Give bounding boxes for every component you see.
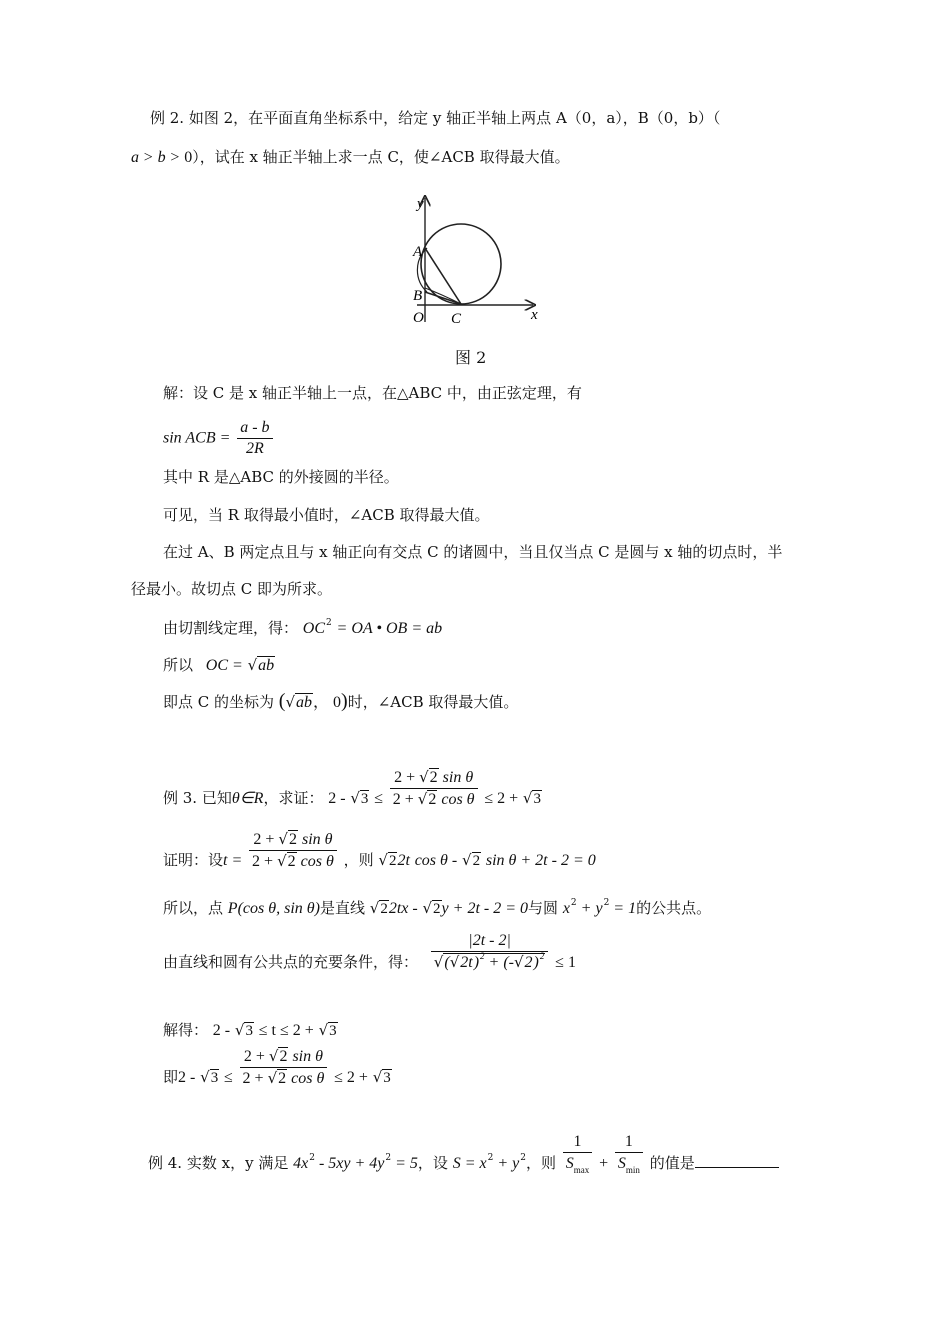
label-b: B: [413, 288, 423, 304]
ex3-point-line: 所以，点 P(cos θ, sin θ)是直线 √22tx - √2y + 2t - 2 = 0与圆 $x^2 + y^2 = 1$的公共点。: [163, 898, 712, 917]
ex3-solve-line: 解得： 2 - √3 ≤ t ≤ 2 + √3: [163, 1021, 337, 1039]
ex3-proof-setup: 证明：设t = $\frac{\text{2 + √2 sin θ}}{\text{2 + √2 cos θ}}$ ，则 √22t cos θ - √2 sin θ + 2t - 2 = 0: [163, 829, 596, 870]
label-y: y: [417, 196, 424, 212]
label-x: x: [531, 307, 538, 323]
ex2-line1: 例 2. 如图 2，在平面直角坐标系中，给定 y 轴正半轴上两点 A（0，a），B（0，b）（: [150, 109, 721, 127]
ex2-circles-line1: 在过 A、B 两定点且与 x 轴正向有交点 C 的诸圆中，当且仅当点 C 是圆与 x 轴的切点时，半: [163, 543, 783, 561]
answer-blank: [695, 1152, 779, 1168]
label-a: A: [413, 244, 423, 260]
ex2-solution-intro: 解：设 C 是 x 轴正半轴上一点，在△ABC 中，由正弦定理，有: [163, 384, 582, 402]
label-o: O: [413, 310, 424, 326]
ex3-statement: 例 3. 已知θ∈R，求证： 2 - √3 ≤ $\frac{\text{2 + √2 sin θ}}{\text{2 + √2 cos θ}}$ ≤ 2 + √3: [163, 767, 541, 808]
ex4-statement: 例 4. 实数 x，y 满足 $4x^2 - 5xy + 4y^2 = 5$，设 $S = x^2 + y^2$，则 $\frac{1}{S_{max}}$ + $\frac{1}{S_{min}}$ 的值是: [148, 1152, 779, 1176]
tangent-secant-line: 由切割线定理，得： $OC^2$ = OA • OB = ab: [163, 618, 443, 637]
figure-caption: 图 2: [455, 348, 487, 367]
ex2-visible: 可见，当 R 取得最小值时，∠ACB 取得最大值。: [163, 506, 490, 524]
ex3-condition-line: 由直线和圆有公共点的充要条件，得： $\frac{|2t - 2|}{√(√2t)^2 + (-√2)^2}$ ≤ 1: [163, 931, 576, 971]
ex3-final-line: 即2 - √3 ≤ $\frac{\text{2 + √2 sin θ}}{\text{2 + √2 cos θ}}$ ≤ 2 + √3: [163, 1046, 391, 1087]
figure-2: [405, 192, 550, 327]
ex2-line2: a > b > 0），试在 x 轴正半轴上求一点 C，使∠ACB 取得最大值。: [131, 148, 570, 166]
ex2-where: 其中 R 是△ABC 的外接圆的半径。: [163, 468, 399, 486]
circumcircle: [421, 224, 501, 304]
point-c-coordinate-line: 即点 C 的坐标为 (√ab， 0)时，∠ACB 取得最大值。: [163, 690, 519, 712]
oc-sqrt-line: 所以 OC = √ab: [163, 656, 275, 674]
figure-2-diagram: [405, 192, 550, 327]
sine-rule-formula: sin ACB = $\frac{a - b}{2R}$: [163, 418, 275, 459]
segment-bc: [425, 292, 461, 304]
ex2-circles-line2: 径最小。故切点 C 即为所求。: [131, 580, 333, 598]
label-c: C: [451, 311, 462, 327]
